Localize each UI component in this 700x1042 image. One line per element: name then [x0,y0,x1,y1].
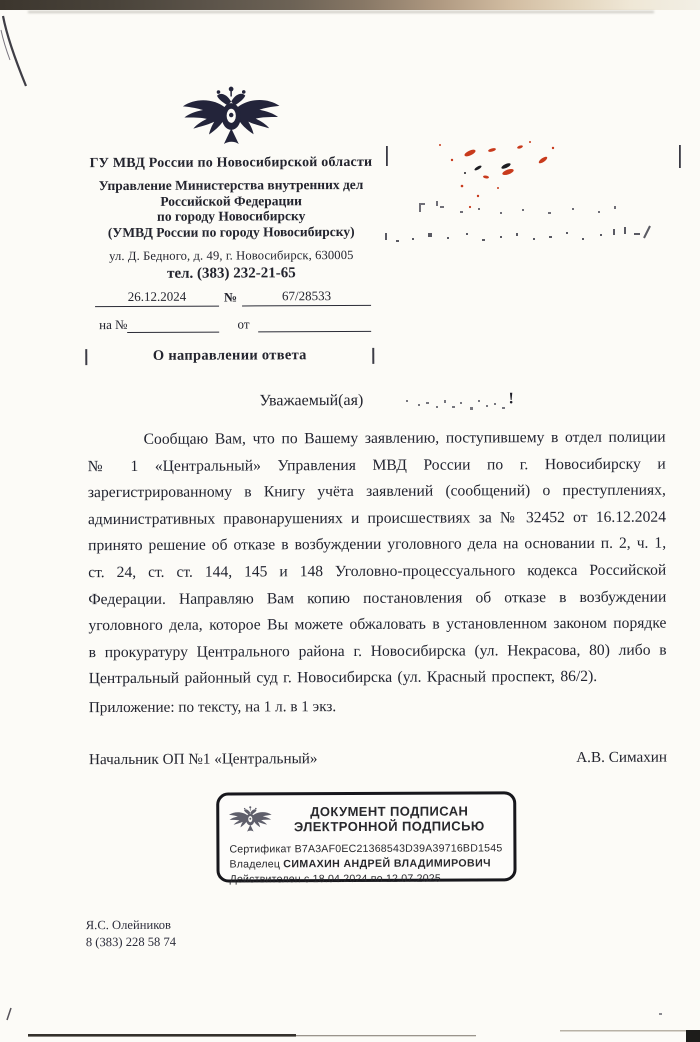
executor-block [86,917,176,951]
letter-body-paragraph: Сообщаю Вам, что по Вашему заявлению, поступившему в отдел полиции № 1 «Центральный» Управления МВД России по г. Новосибирску и зарегистрированному в Книгу учёта заявлений (сообщений) о преступлениях, административных правонарушениях и происшествиях за № 32452 от 16.12.2024 принято решение об отказе в возбуждении уголовного дела на основании п. 2, ч. 1, ст. 24, ст. ст. 144, 145 и 148 Уголовно-процессуального кодекса Российской Федерации. Направляю Вам копию постановления об отказе в возбуждении уголовного дела, которое Вы можете обжаловать в установленном законом порядке в прокуратуру Центрального района г. Новосибирска (ул. Некрасова, 80) либо в Центральный районный суд г. Новосибирска (ул. Красный проспект, 86/2). [87,428,667,688]
stamp-header [219,794,513,839]
outgoing-ref-row [59,288,404,308]
stamp-title [273,803,505,834]
incoming-number-blank [127,316,219,333]
signer-name: А.В. Симахин [576,748,668,767]
incoming-date-blank [259,315,372,332]
signer-position: Начальник ОП №1 «Центральный» [89,750,318,769]
executor-name: Я.С. Олейников [85,917,171,933]
stamp-title-line-2: ЭЛЕКТРОННОЙ ПОДПИСЬЮ [294,818,485,835]
stamp-details [219,838,513,888]
owner-value: СИМАХИН АНДРЕЙ ВЛАДИМИРОВИЧ [283,857,491,871]
letter-number: 67/28533 [242,288,371,307]
org-address: ул. Д. Бедного, д. 49, г. Новосибирск, 630005 [109,248,354,264]
letter-date: 26.12.2024 [95,289,219,308]
incoming-ref-row [59,315,404,334]
org-line-3: по городу Новосибирску [156,208,306,225]
org-line-1: Управление Министерства внутренних дел [98,176,364,194]
certificate-label: Сертификат [229,843,292,856]
number-sign: № [223,289,238,305]
electronic-signature-stamp [216,791,516,886]
org-phone: тел. (383) 232-21-65 [167,265,296,283]
stamp-validity-line: Действителен с 18.04.2024 по 12.07.2025 [229,873,442,886]
owner-label: Владелец [229,858,281,871]
right-corner-mark [372,348,374,364]
org-line-2: Российской Федерации [160,192,302,209]
stamp-certificate-line [229,841,505,857]
stamp-owner-line [229,857,505,873]
executor-phone: 8 (383) 228 58 74 [85,934,177,950]
ref-from-label: от [237,316,250,332]
ref-label: на № [99,317,128,333]
letter-subject: О направлении ответа [152,347,307,365]
greeting-exclamation: ! [508,390,514,408]
mvd-double-headed-eagle-icon [227,799,273,839]
mvd-double-headed-eagle-icon [179,80,283,152]
subject-row [59,347,404,366]
letterhead [58,80,404,366]
stamp-title-line-1: ДОКУМЕНТ ПОДПИСАН [310,803,469,820]
certificate-value: B7A3AF0EC21368543D39A39716BD1545 [294,842,503,856]
attachment-line: Приложение: по тексту, на 1 л. в 1 экз. [88,698,337,717]
org-name-block [59,177,404,241]
org-name-region: ГУ МВД России по Новосибирской области [89,154,373,172]
org-line-4: (УМВД России по городу Новосибирску) [107,223,355,240]
signature-row [89,749,667,770]
greeting-salutation: Уважаемый(ая) [259,391,364,410]
